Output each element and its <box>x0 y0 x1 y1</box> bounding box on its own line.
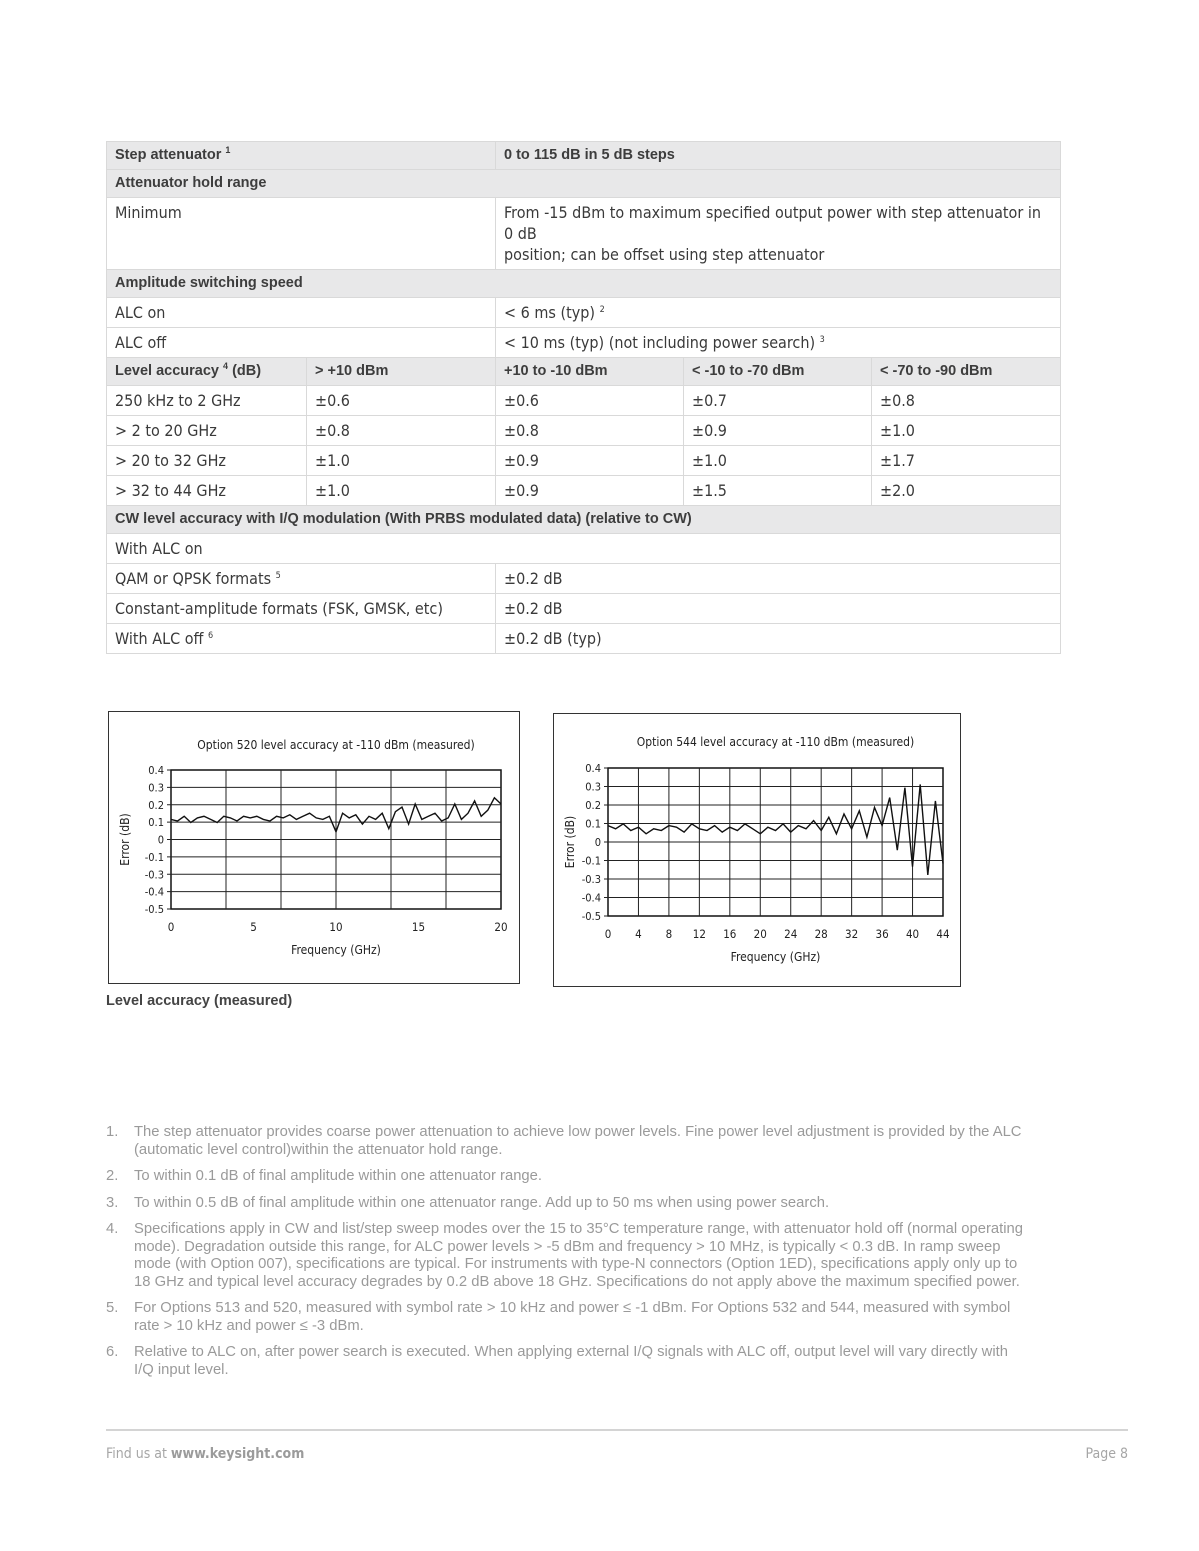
y-tick-label: -0.4 <box>144 885 164 899</box>
y-tick-label: 0.3 <box>148 781 164 795</box>
x-tick-label: 24 <box>784 927 798 941</box>
y-tick-label: 0.1 <box>148 816 164 830</box>
alc-off-row: ALC off < 10 ms (typ) (not including power search) $^3$ <box>107 328 1061 358</box>
x-tick-label: 4 <box>635 927 642 941</box>
x-tick-label: 15 <box>411 920 426 934</box>
minimum-row <box>107 198 1061 270</box>
specifications-table <box>106 141 1061 654</box>
x-tick-label: 32 <box>845 927 859 941</box>
x-tick-label: 44 <box>936 927 950 941</box>
y-tick-label: 0.2 <box>148 798 164 812</box>
minimum-value: From -15 dBm to maximum specified output power with step attenuator in 0 dB position; can be offset using step attenuator <box>496 198 1061 270</box>
chart-title: Option 520 level accuracy at -110 dBm (measured) <box>197 738 475 752</box>
footnote: 5. For Options 513 and 520, measured with symbol rate > 10 kHz and power ≤ -1 dBm. For Options 532 and 544, measured with symbol rate > 10 kHz and power ≤ -3 dBm. <box>106 1300 1011 1334</box>
level-accuracy-header: Level accuracy $^4$ (dB) > +10 dBm +10 to -10 dBm < -10 to -70 dBm < -70 to -90 dBm <box>107 358 1061 386</box>
y-tick-label: 0.1 <box>585 817 601 831</box>
y-tick-label: -0.1 <box>144 850 164 864</box>
y-tick-label: 0.3 <box>585 780 601 794</box>
chart-title: Option 544 level accuracy at -110 dBm (measured) <box>636 735 915 749</box>
y-tick-label: 0.4 <box>585 762 601 775</box>
amplitude-switching-header: Amplitude switching speed <box>107 270 1061 298</box>
step-attenuator-row <box>107 142 1061 170</box>
y-tick-label: -0.5 <box>581 910 601 923</box>
chart-svg <box>109 712 519 983</box>
x-tick-label: 0 <box>167 920 175 934</box>
attenuator-hold-range-header: Attenuator hold range <box>107 170 1061 198</box>
x-axis-label: Frequency (GHz) <box>291 943 381 957</box>
footnote: 3. To within 0.5 dB of final amplitude within one attenuator range. Add up to 50 ms when using power search. <box>106 1194 830 1211</box>
y-tick-label: -0.3 <box>581 873 601 886</box>
option-544-chart <box>553 713 961 987</box>
y-tick-label: 0.2 <box>585 799 601 812</box>
y-tick-label: -0.4 <box>581 891 601 905</box>
page-number: Page 8 <box>1085 1446 1128 1462</box>
y-tick-label: 0.4 <box>148 764 164 777</box>
step-attenuator-value: 0 to 115 dB in 5 dB steps <box>496 142 1061 170</box>
y-tick-label: 0 <box>157 833 164 847</box>
footnote: 2. To within 0.1 dB of final amplitude within one attenuator range. <box>106 1168 542 1184</box>
y-axis-label: Error (dB) <box>118 813 132 866</box>
y-tick-label: -0.5 <box>144 903 164 916</box>
y-axis-label: Error (dB) <box>563 815 577 869</box>
error-series-line <box>608 784 943 875</box>
footnote: 4. Specifications apply in CW and list/step sweep modes over the 15 to 35°C temperature range, with attenuator hold off (normal operating mode). Degradation outside this range, for ALC power levels > -5 dBm and frequency > 10 MHz, is typically < 0.3 dB. In ramp sweep mode (with Option 007), specifications are typical. For instruments with type-N connectors (Option 1ED), specifications apply only up to 18 GHz and typical level accuracy degrades by 0.2 dB above 18 GHz. Specifications do not apply above the maximum specified power. <box>106 1221 1024 1290</box>
footnotes <box>106 1124 1026 1388</box>
x-tick-label: 40 <box>905 927 920 941</box>
x-tick-label: 0 <box>604 927 612 941</box>
with-alc-off-row: With ALC off $^6$ ±0.2 dB (typ) <box>107 624 1061 654</box>
footnote: 1. The step attenuator provides coarse power attenuation to achieve low power levels. Fine power level adjustment is provided by the ALC (automatic level control)within the attenuator hold range. <box>106 1124 1022 1158</box>
footer-divider <box>106 1429 1128 1431</box>
minimum-label: Minimum <box>107 198 496 270</box>
x-tick-label: 28 <box>814 927 828 941</box>
step-attenuator-label: Step attenuator $^1$ <box>107 142 496 170</box>
x-tick-label: 36 <box>875 927 889 941</box>
x-tick-label: 20 <box>494 920 508 934</box>
x-tick-label: 5 <box>250 920 257 934</box>
with-alc-on-row: With ALC on <box>107 534 1061 564</box>
qam-row: QAM or QPSK formats $^5$ ±0.2 dB <box>107 564 1061 594</box>
x-tick-label: 10 <box>329 920 343 934</box>
option-520-chart <box>108 711 520 984</box>
x-tick-label: 20 <box>753 927 767 941</box>
y-tick-label: -0.3 <box>144 868 164 882</box>
footer-find-us: Find us at www.keysight.com <box>106 1446 305 1462</box>
footer-url-link[interactable]: www.keysight.com <box>170 1446 305 1462</box>
figure-caption: Level accuracy (measured) <box>106 993 293 1009</box>
chart-svg <box>554 714 960 986</box>
cw-iq-header: CW level accuracy with I/Q modulation (With PRBS modulated data) (relative to CW) <box>107 506 1061 534</box>
x-tick-label: 8 <box>665 927 673 941</box>
constant-amplitude-row: Constant-amplitude formats (FSK, GMSK, etc) ±0.2 dB <box>107 594 1061 624</box>
x-axis-label: Frequency (GHz) <box>730 950 821 964</box>
alc-on-row: ALC on < 6 ms (typ) $^2$ <box>107 298 1061 328</box>
x-tick-label: 12 <box>692 927 706 941</box>
table-row: > 20 to 32 GHz ±1.0 ±0.9 ±1.0 ±1.7 <box>107 446 1061 476</box>
table-row: > 2 to 20 GHz ±0.8 ±0.8 ±0.9 ±1.0 <box>107 416 1061 446</box>
x-tick-label: 16 <box>723 927 737 941</box>
table-row: 250 kHz to 2 GHz ±0.6 ±0.6 ±0.7 ±0.8 <box>107 386 1061 416</box>
y-tick-label: 0 <box>594 836 601 849</box>
y-tick-label: -0.1 <box>581 854 601 868</box>
footnote: 6. Relative to ALC on, after power search is executed. When applying external I/Q signals with ALC off, output level will vary directly with I/Q input level. <box>106 1344 1008 1378</box>
table-row: > 32 to 44 GHz ±1.0 ±0.9 ±1.5 ±2.0 <box>107 476 1061 506</box>
